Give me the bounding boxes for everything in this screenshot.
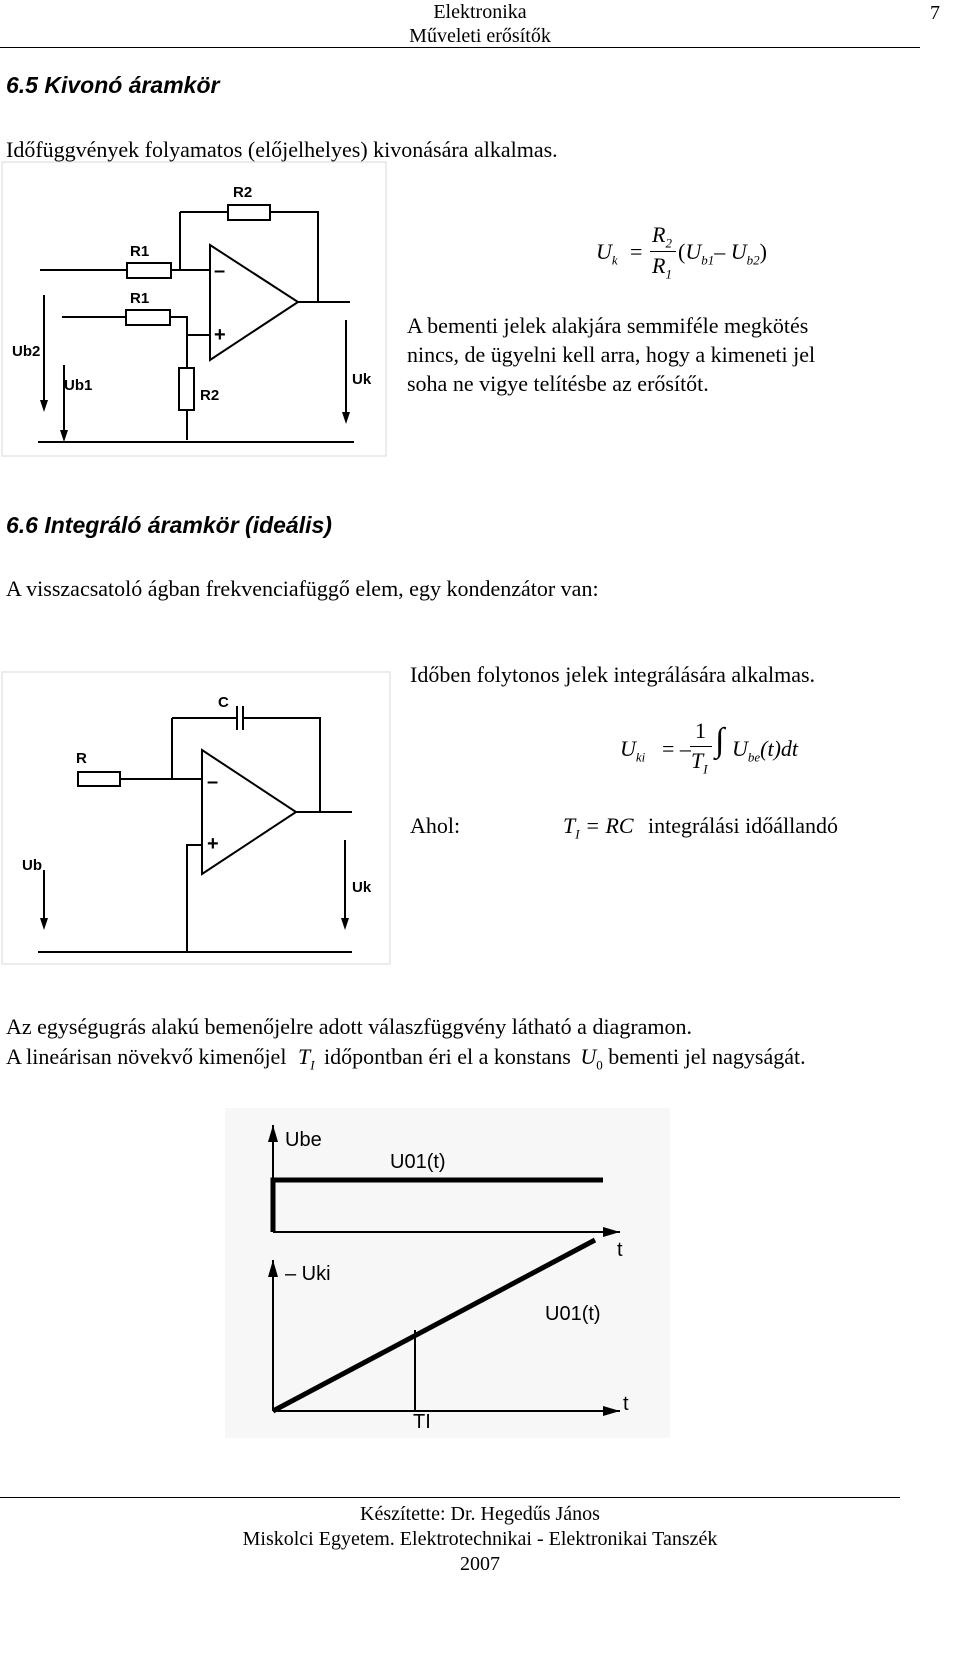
integrator-formula-integrand-sub: be bbox=[747, 749, 761, 765]
formula-uk-sub: k bbox=[611, 252, 618, 268]
section-heading-subtractor: 6.5 Kivonó áramkör bbox=[6, 72, 220, 98]
where-text: integrálási időállandó bbox=[648, 813, 838, 838]
ramp-reference-label: U01(t) bbox=[545, 1303, 601, 1325]
subtractor-intro: Időfüggvények folyamatos (előjelhelyes) kivonására alkalmas. bbox=[6, 137, 558, 162]
inverting-input-sign: – bbox=[214, 260, 226, 282]
line2-u-sub: 0 bbox=[596, 1057, 603, 1073]
where-label: Ahol: bbox=[410, 813, 461, 838]
integrator-intro: A visszacsatoló ágban frekvenciafüggő elem, egy kondenzátor van: bbox=[6, 576, 599, 601]
integrator-formula-tail: (t)dt bbox=[760, 736, 799, 761]
subtractor-note-line-2: nincs, de ügyelni kell arra, hogy a kimeneti jel bbox=[407, 342, 816, 367]
integrator-formula-integrand: U bbox=[732, 736, 748, 761]
ube-axis-label: Ube bbox=[285, 1129, 322, 1151]
r2-bottom-label: R2 bbox=[200, 387, 220, 404]
where-formula-rhs: = RC bbox=[585, 813, 634, 838]
formula-num-sub: 2 bbox=[665, 235, 672, 251]
uk-label: Uk bbox=[352, 371, 372, 388]
integrator-description: Időben folytonos jelek integrálására alkalmas. bbox=[410, 662, 816, 687]
formula-u1: U bbox=[685, 239, 702, 264]
integrator-formula: $U_{ki}$ = – 1 $T_I$ ∫ $U_{be}(t)dt$ bbox=[620, 718, 799, 777]
formula-den-sub: 1 bbox=[665, 266, 672, 282]
formula-u1-sub: b1 bbox=[701, 252, 715, 268]
fraction-bar bbox=[650, 251, 676, 252]
header-title: Elektronika bbox=[433, 1, 527, 23]
line2-part-b: időpontban éri el a konstans bbox=[324, 1044, 571, 1069]
integrator-formula-den-sub: I bbox=[703, 761, 708, 777]
section-heading-integrator: 6.6 Integráló áramkör (ideális) bbox=[6, 512, 332, 538]
ub-label: Ub bbox=[22, 857, 42, 874]
formula-num: R bbox=[652, 222, 666, 247]
formula-u2: U bbox=[730, 239, 747, 264]
integrator-formula-lhs: U bbox=[620, 736, 636, 761]
subtractor-formula: $U_k$ = $R_2$ $R_1$ ($U_{b1}-$ $U_{b2}$) bbox=[596, 222, 767, 282]
integrator-formula-lhs-sub: ki bbox=[635, 749, 646, 765]
r1-top-label: R1 bbox=[130, 243, 150, 260]
bottom-time-axis-label: t bbox=[623, 1393, 629, 1415]
step-response-line-1: Az egységugrás alakú bemenőjelre adott válaszfüggvény látható a diagramon. bbox=[6, 1014, 693, 1039]
line2-part-c: bementi jel nagyságát. bbox=[608, 1044, 806, 1069]
step-signal-label: U01(t) bbox=[390, 1151, 446, 1173]
step-response-line-2 bbox=[6, 1042, 806, 1079]
line2-t: T bbox=[297, 1044, 311, 1069]
where-formula-t: T bbox=[563, 813, 576, 838]
ub2-label: Ub2 bbox=[12, 343, 41, 360]
integrator-inverting-sign: – bbox=[207, 771, 219, 793]
resistor-label: R bbox=[76, 750, 87, 767]
ub1-label: Ub1 bbox=[64, 377, 93, 394]
integrator-formula-den: T bbox=[691, 748, 704, 773]
integrator-fraction-bar bbox=[690, 746, 712, 747]
where-formula-sub: I bbox=[575, 826, 580, 842]
formula-den: R bbox=[652, 253, 666, 278]
noninverting-input-sign: + bbox=[214, 324, 226, 346]
where-formula bbox=[563, 811, 634, 848]
r2-top-label: R2 bbox=[233, 184, 253, 201]
subtractor-note-line-1: A bementi jelek alakjára semmiféle megkötés bbox=[407, 313, 809, 338]
subtractor-note bbox=[407, 311, 897, 398]
line2-part-a: A lineárisan növekvő kimenőjel bbox=[6, 1044, 287, 1069]
header-rule bbox=[0, 47, 920, 48]
capacitor-label: C bbox=[218, 694, 229, 711]
footer-author: Készítette: Dr. Hegedűs János bbox=[360, 1503, 600, 1525]
formula-u2-sub: b2 bbox=[746, 252, 760, 268]
ti-label: TI bbox=[413, 1411, 431, 1433]
line2-u: U bbox=[580, 1044, 597, 1069]
integrator-circuit-diagram bbox=[0, 670, 400, 970]
integrator-noninverting-sign: + bbox=[207, 833, 219, 855]
uk-output-label: Uk bbox=[352, 879, 372, 896]
uki-axis-label: – Uki bbox=[285, 1263, 331, 1285]
step-response-diagram bbox=[225, 1108, 670, 1438]
footer-institution: Miskolci Egyetem. Elektrotechnikai - Elektronikai Tanszék bbox=[242, 1528, 718, 1550]
top-time-axis-label: t bbox=[617, 1239, 623, 1261]
footer-rule bbox=[0, 1497, 900, 1498]
formula-uk: U bbox=[596, 239, 612, 264]
r1-bottom-label: R1 bbox=[130, 290, 150, 307]
line2-t-sub: I bbox=[310, 1057, 315, 1073]
page-number: 7 bbox=[930, 2, 940, 24]
subtractor-circuit-diagram bbox=[0, 160, 400, 460]
subtractor-note-line-3: soha ne vigye telítésbe az erősítőt. bbox=[407, 371, 709, 396]
integrator-formula-num: 1 bbox=[695, 718, 706, 743]
header-subtitle: Műveleti erősítők bbox=[409, 25, 551, 47]
footer-year: 2007 bbox=[460, 1553, 500, 1575]
